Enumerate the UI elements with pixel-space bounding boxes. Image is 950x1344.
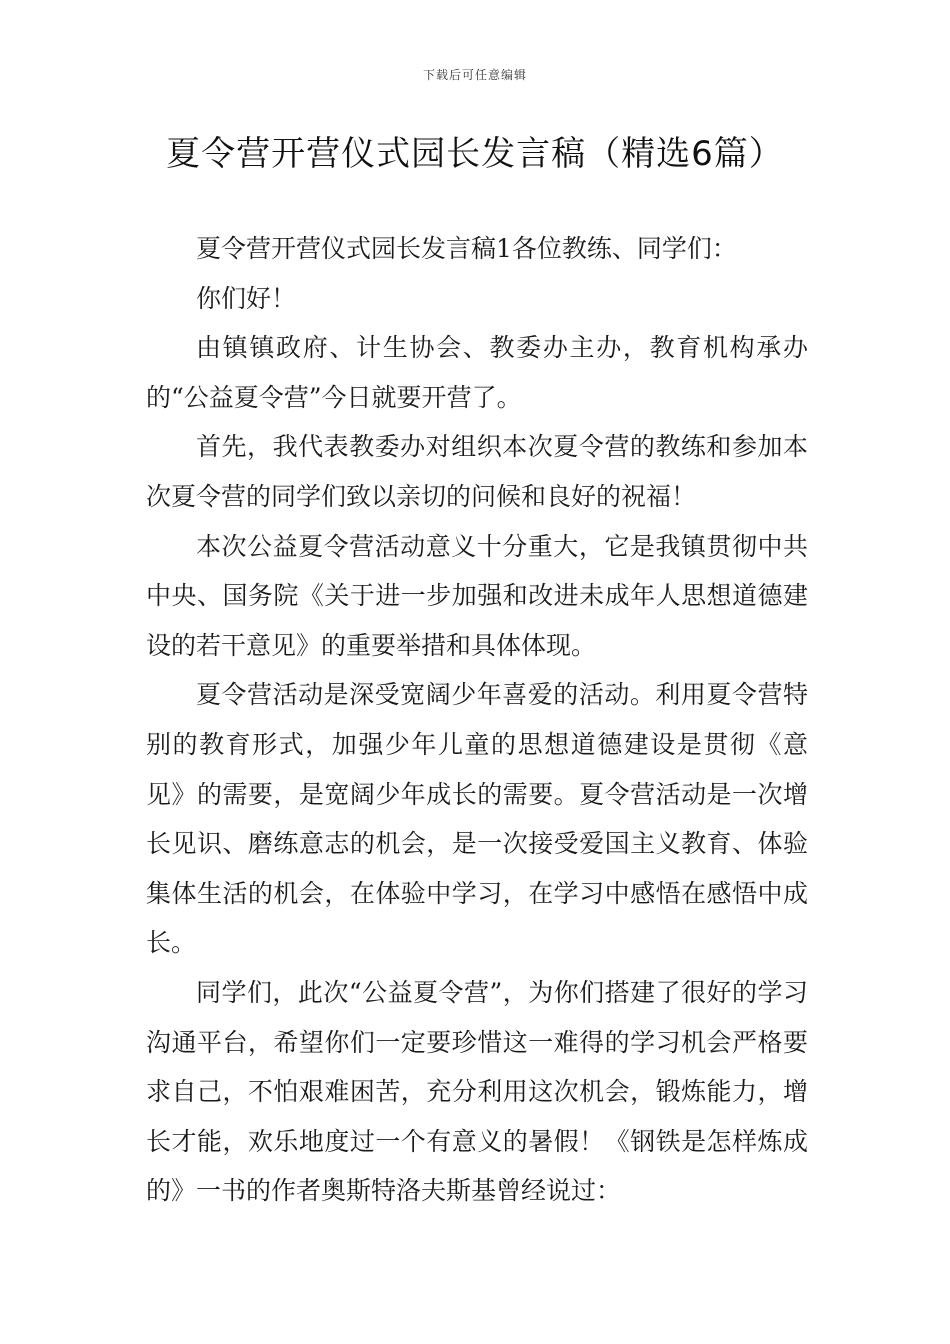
header-note: 下载后可任意编辑 xyxy=(422,68,527,82)
paragraph-significance: 本次公益夏令营活动意义十分重大，它是我镇贯彻中共中央、国务院《关于进一步加强和改进未成年人思想道德建设的若干意见》的重要举措和具体体现。 xyxy=(146,531,808,660)
document-title: 夏令营开营仪式园长发言稿（精选6篇） xyxy=(166,134,784,174)
paragraph-greeting: 夏令营开营仪式园长发言稿1各位教练、同学们： xyxy=(196,234,737,263)
paragraph-encouragement: 同学们，此次“公益夏令营”，为你们搭建了很好的学习沟通平台，希望你们一定要珍惜这一难得的学习机会严格要求自己，不怕艰难困苦，充分利用这次机会，锻炼能力，增长才能，欢乐地度过一个有意义的暑假！《钢铁是怎样炼成的》一书的作者奥斯特洛夫斯基曾经说过： xyxy=(146,977,808,1206)
paragraph-activity: 夏令营活动是深受宽阔少年喜爱的活动。利用夏令营特别的教育形式，加强少年儿童的思想道德建设是贯彻《意见》的需要，是宽阔少年成长的需要。夏令营活动是一次增长见识、磨练意志的机会，是一次接受爱国主义教育、体验集体生活的机会，在体验中学习，在学习中感悟在感悟中成长。 xyxy=(146,680,808,958)
paragraph-hello: 你们好！ xyxy=(196,283,297,313)
paragraph-wishes: 首先，我代表教委办对组织本次夏令营的教练和参加本次夏令营的同学们致以亲切的问候和良好的祝福！ xyxy=(146,432,808,511)
paragraph-intro: 由镇镇政府、计生协会、教委办主办，教育机构承办的“公益夏令营”今日就要开营了。 xyxy=(146,333,808,412)
document-body xyxy=(146,224,808,1216)
